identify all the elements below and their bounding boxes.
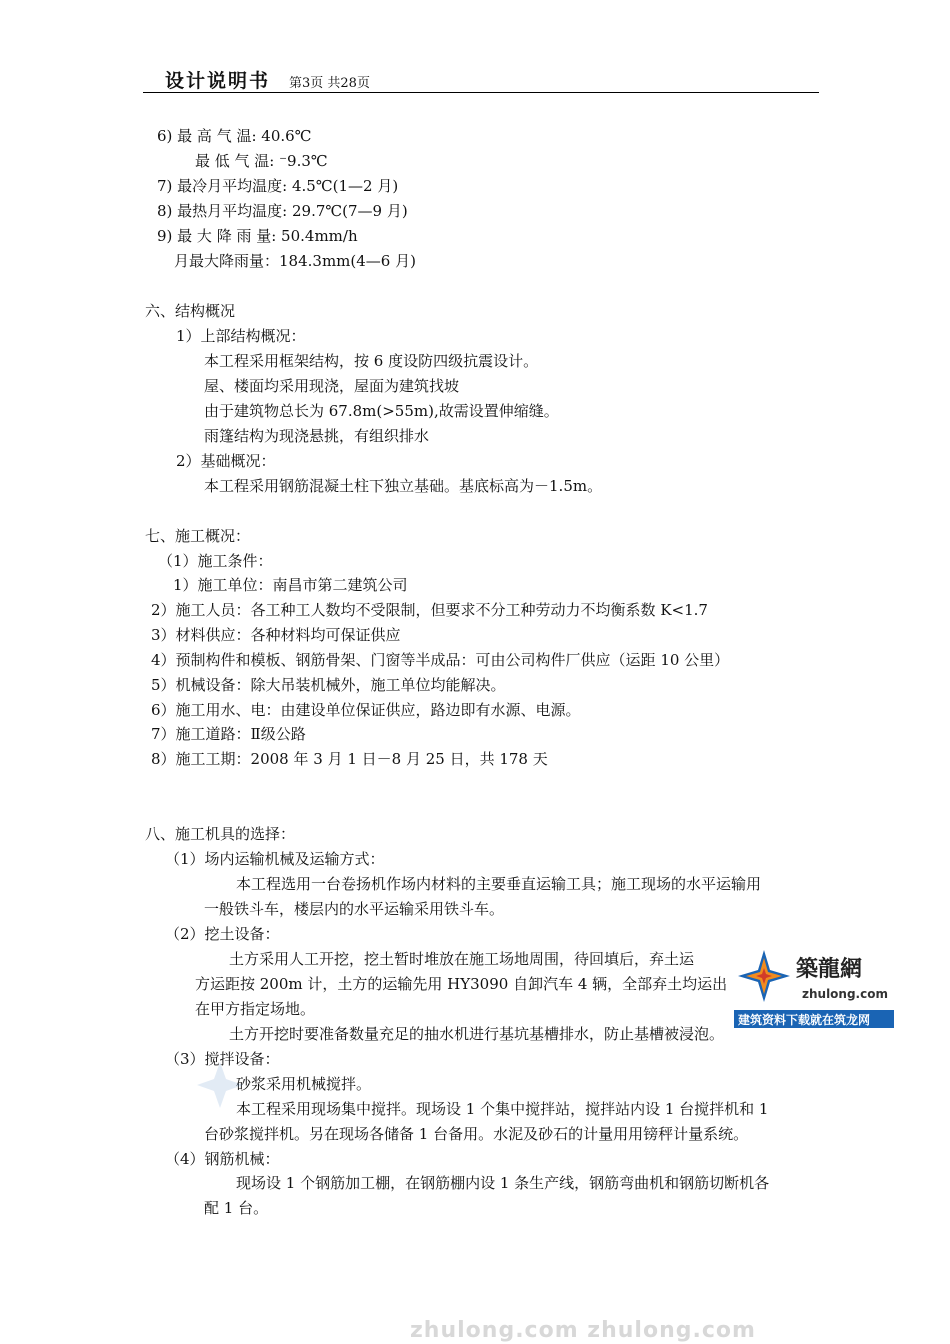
climate-min-temp: 最 低 气 温: ⁻9.3℃: [195, 152, 328, 170]
section-8-para: 土方开挖时要准备数量充足的抽水机进行基坑基槽排水，防止基槽被浸泡。: [229, 1025, 725, 1043]
section-7-item: 2）施工人员：各工种工人数均不受限制，但要求不分工种劳动力不均衡系数 K<1.7: [151, 601, 708, 619]
section-7-item: 6）施工用水、电：由建设单位保证供应，路边即有水源、电源。: [151, 701, 581, 719]
section-7-heading: 七、施工概况：: [145, 527, 251, 545]
section-8-para: 配 1 台。: [204, 1199, 269, 1217]
logo-domain-text: zhulong.com: [802, 987, 888, 1001]
climate-max-rainfall: 9) 最 大 降 雨 量: 50.4mm/h: [157, 227, 358, 245]
section-8-para: 在甲方指定场地。: [195, 1000, 316, 1018]
section-6-sub1: 1）上部结构概况：: [176, 327, 306, 345]
section-8-sub4: （4）钢筋机械：: [165, 1150, 280, 1168]
section-7-item: 3）材料供应：各种材料均可保证供应: [151, 626, 401, 644]
section-8-sub2: （2）挖土设备：: [165, 925, 280, 943]
climate-max-temp: 6) 最 高 气 温: 40.6℃: [157, 127, 312, 145]
document-title: 设计说明书: [165, 70, 271, 92]
section-8-sub3: （3）搅拌设备：: [165, 1050, 280, 1068]
section-6-heading: 六、结构概况: [145, 302, 236, 320]
zhulong-logo-icon: [734, 944, 894, 1030]
section-7-item: 4）预制构件和模板、钢筋骨架、门窗等半成品：可由公司构件厂供应（运距 10 公里）: [151, 651, 730, 669]
climate-hottest-month: 8) 最热月平均温度: 29.7℃(7—9 月): [157, 202, 408, 220]
section-8-sub1: （1）场内运输机械及运输方式：: [165, 850, 385, 868]
section-7-item: 1）施工单位：南昌市第二建筑公司: [173, 576, 408, 594]
climate-coldest-month: 7) 最冷月平均温度: 4.5℃(1—2 月): [157, 177, 399, 195]
section-8-para: 现场设 1 个钢筋加工棚，在钢筋棚内设 1 条生产线，钢筋弯曲机和钢筋切断机各: [236, 1174, 770, 1192]
logo-slogan-text: 建筑资料下载就在筑龙网: [738, 1013, 871, 1027]
page-number: 第3页 共28页: [289, 76, 370, 91]
section-7-item: 7）施工道路：Ⅱ级公路: [151, 725, 306, 743]
section-7-sub1: （1）施工条件：: [158, 552, 273, 570]
section-6-para: 雨篷结构为现浇悬挑，有组织排水: [204, 427, 430, 445]
section-6-para: 本工程采用钢筋混凝土柱下独立基础。基底标高为－1.5m。: [204, 477, 603, 495]
section-6-para: 本工程采用框架结构，按 6 度设防四级抗震设计。: [204, 352, 539, 370]
zhulong-watermark: [734, 944, 894, 1030]
section-8-heading: 八、施工机具的选择：: [145, 825, 296, 843]
section-8-para: 一般铁斗车，楼层内的水平运输采用铁斗车。: [204, 900, 505, 918]
climate-monthly-rainfall: 月最大降雨量：184.3mm(4—6 月): [174, 252, 416, 270]
section-8-para: 台砂浆搅拌机。另在现场各储备 1 台备用。水泥及砂石的计量用用镑秤计量系统。: [204, 1125, 749, 1143]
section-6-para: 由于建筑物总长为 67.8m(>55m),故需设置伸缩缝。: [204, 402, 559, 420]
section-6-sub2: 2）基础概况：: [176, 452, 276, 470]
section-7-item: 8）施工工期：2008 年 3 月 1 日－8 月 25 日，共 178 天: [151, 750, 548, 768]
logo-brand-text: 築龍網: [796, 956, 863, 982]
bottom-watermark: zhulong.com zhulong.com: [410, 1318, 756, 1343]
section-8-para: 本工程采用现场集中搅拌。现场设 1 个集中搅拌站，搅拌站内设 1 台搅拌机和 1: [236, 1100, 769, 1118]
page-header: [143, 66, 819, 93]
section-7-item: 5）机械设备：除大吊装机械外，施工单位均能解决。: [151, 676, 506, 694]
section-8-para: 本工程选用一台卷扬机作场内材料的主要垂直运输工具；施工现场的水平运输用: [236, 875, 762, 893]
section-8-para: 砂浆采用机械搅拌。: [236, 1075, 372, 1093]
section-8-para: 土方采用人工开挖，挖土暂时堆放在施工场地周围，待回填后，弃土运: [229, 950, 695, 968]
watermark-faint-icon: [195, 1060, 245, 1110]
section-6-para: 屋、楼面均采用现浇，屋面为建筑找坡: [204, 377, 460, 395]
section-8-para: 方运距按 200m 计，土方的运输先用 HY3090 自卸汽车 4 辆，全部弃土均运出: [195, 975, 728, 993]
